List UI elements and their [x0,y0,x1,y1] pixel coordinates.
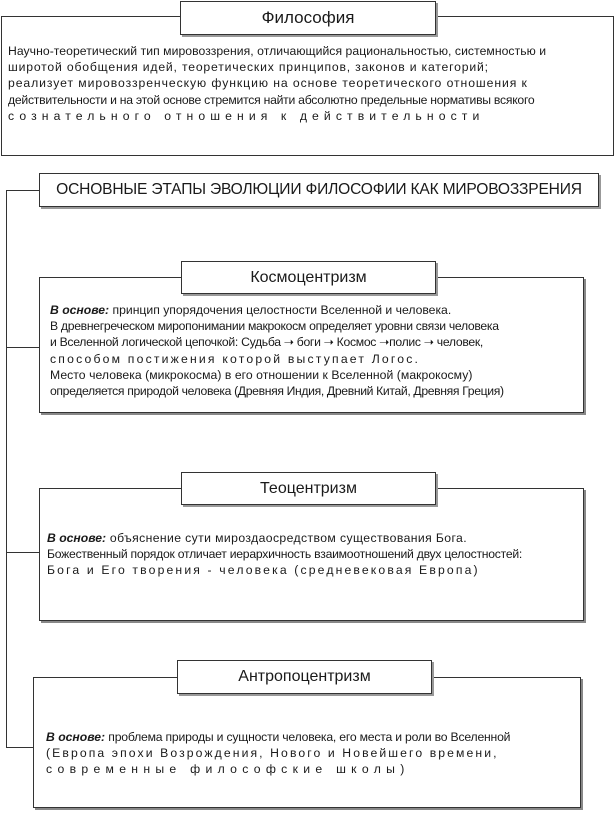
philosophy-definition [8,43,606,124]
philosophy-line: Научно-теоретический тип мировоззрения, отличающийся рациональностью, системностью и [8,44,547,58]
connector-heading [6,190,39,191]
stage-line: (Европа эпохи Возрождения, Нового и Новейшего времени, [46,746,499,761]
connector-stage-1 [6,347,39,348]
stage-anthropocentrism-text [46,729,578,778]
philosophy-title: Философия [180,1,436,35]
connector-vertical [6,190,7,748]
stage-line: Божественный порядок отличает иерархичность взаимоотношений двух целостностей: [47,547,523,562]
stage-line: объяснение сути мироздаосредством существования Бога. [106,531,467,545]
stage-line: современные философские школы) [46,762,410,777]
evolution-heading: ОСНОВНЫЕ ЭТАПЫ ЭВОЛЮЦИИ ФИЛОСОФИИ КАК МИРОВОЗЗРЕНИЯ [39,173,599,207]
stage-line: способом постижения которой выступает Логос. [50,351,421,366]
connector-stage-2 [6,552,39,553]
stage-line: и Вселенной логической цепочкой: Судьба ➝ боги ➝ Космос ➝полис ➝ человек, [50,335,483,350]
stage-line: определяется природой человека (Древняя Индия, Древний Китай, Древняя Греция) [50,384,504,399]
stage-theocentrism-text [47,530,581,579]
stage-line: проблема природы и сущности человека, его места и роли во Вселенной [105,730,511,744]
stage-line: Бога и Его творения - человека (средневековая Европа) [47,563,480,578]
stage-cosmocentrism-title: Космоцентризм [181,261,436,294]
philosophy-line: реализует мировоззренческую функцию на основе теоретического отношения к [8,76,528,91]
stage-theocentrism-title: Теоцентризм [181,472,436,505]
stage-cosmocentrism-text [50,302,578,399]
stage-line: Место человека (микрокосма) в его отношении к Вселенной (макрокосму) [50,367,473,382]
philosophy-line: действительности и на этой основе стремится найти абсолютно предельные нормативы всякого [8,92,535,107]
philosophy-line: сознательного отношения к действительности [8,108,485,123]
basis-label: В основе: [46,730,106,744]
basis-label: В основе: [47,531,107,545]
philosophy-line: широтой обобщения идей, теоретических принципов, законов и категорий; [8,60,489,75]
stage-anthropocentrism-title: Антропоцентризм [177,660,432,694]
basis-label: В основе: [50,303,110,317]
stage-line: принцип упорядочения целостности Вселенной и человека. [109,303,452,317]
stage-line: В древнегреческом миропонимании макрокосм определяет уровни связи человека [50,319,499,334]
connector-stage-3 [6,747,33,748]
